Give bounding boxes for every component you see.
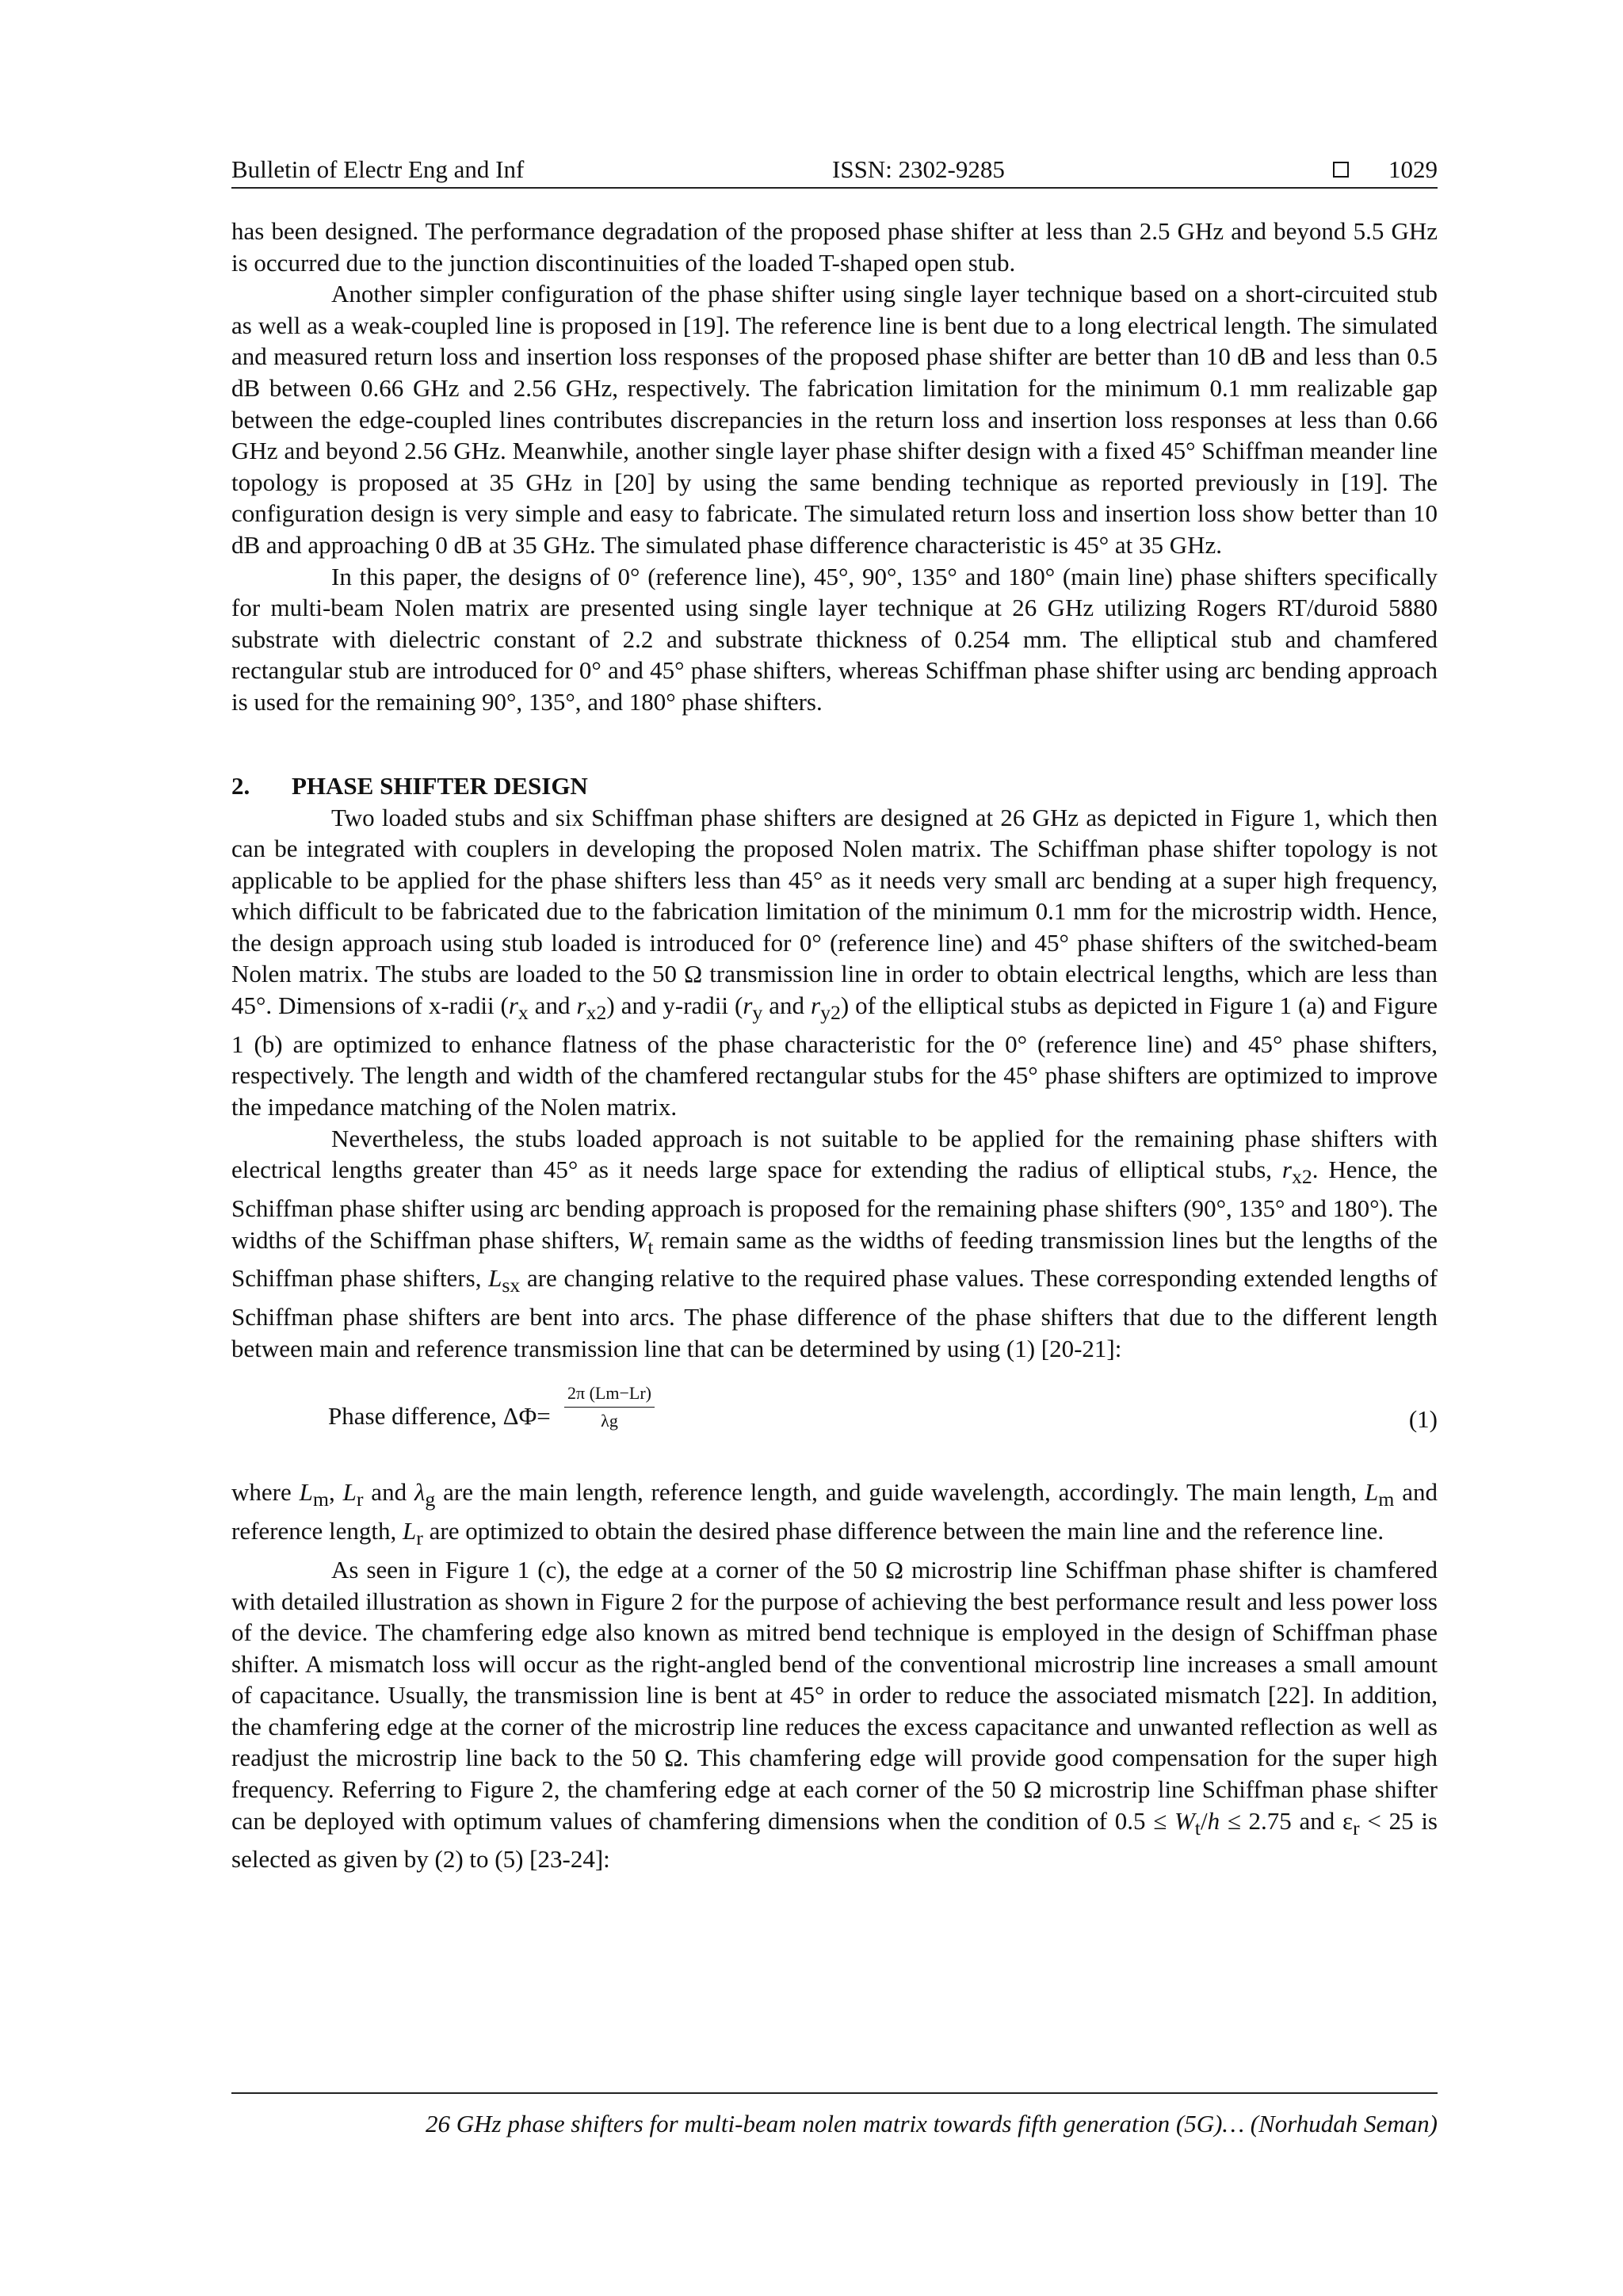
paragraph-design-4: As seen in Figure 1 (c), the edge at a corner of the 50 Ω microstrip line Schiffman phase shifter is chamfered with detailed illustration as shown in Figure 2 for the purpose of achieving the best performance result and less power loss of the device. The chamfering edge also known as mitred bend technique is employed in the design of Schiffman phase shifter. A mismatch loss will occur as the right-angled bend of the conventional microstrip line increases a small amount of capacitance. Usually, the transmission line is bent at 45° in order to reduce the associated mismatch [22]. In addition, the chamfering edge at the corner of the microstrip line reduces the excess capacitance and unwanted reflection as well as readjust the microstrip line back to the 50 Ω. This chamfering edge will provide good compensation for the super high frequency. Referring to Figure 2, the chamfering edge at each corner of the 50 Ω microstrip line Schiffman phase shifter can be deployed with optimum values of chamfering dimensions when the condition of $0.5 \le W_t/h \le 2.75$ and $\varepsilon_r < 25$ is selected as given by (2) to (5) [23-24]: [231,1555,1438,1874]
issn: ISSN: 2302-9285 [832,155,1005,183]
section-number: 2. [231,771,250,800]
equation-label: Phase difference, ΔΦ= [328,1402,551,1431]
paper-page [231,152,1438,1875]
paragraph-design-1: Two loaded stubs and six Schiffman phase shifters are designed at 26 GHz as depicted in Figure 1, which then can be integrated with couplers in developing the proposed Nolen matrix. The Schiffman phase shifter topology is not applicable to be applied for the phase shifters less than 45° as it needs very small arc bending at a super high frequency, which difficult to be fabricated due to the fabrication limitation of the minimum 0.1 mm for the microstrip width. Hence, the design approach using stub loaded is introduced for 0° (reference line) and 45° phase shifters of the switched-beam Nolen matrix. The stubs are loaded to the 50 Ω transmission line in order to obtain electrical lengths, which are less than 45°. Dimensions of x-radii ($r_x$ and $r_{x2}$) and y-radii ($r_y$ and $r_{y2}$) of the elliptical stubs as depicted in Figure 1 (a) and Figure 1 (b) are optimized to enhance flatness of the phase characteristic for the 0° (reference line) and 45° phase shifters, respectively. The length and width of the chamfered rectangular stubs for the 45° phase shifters are optimized to improve the impedance matching of the Nolen matrix. [231,803,1438,1121]
equation-fraction [564,1381,655,1433]
equation-1 [231,1378,1438,1465]
paragraph-design-3: where $L_m$, $L_r$ and $\lambda_g$ are the main length, reference length, and guide wavelength, accordingly. The main length, $L_m$ and reference length, $L_r$ are optimized to obtain the desired phase difference between the main line and the reference line. [231,1478,1438,1550]
page-number-group [1333,152,1438,187]
checkbox-square-icon [1333,162,1349,178]
paragraph-intro-2: Another simpler configuration of the phase shifter using single layer technique based on a short-circuited stub as well as a weak-coupled line is proposed in [19]. The reference line is bent due to a long electrical length. The simulated and measured return loss and insertion loss responses of the proposed phase shifter are better than 10 dB and less than 0.5 dB between 0.66 GHz and 2.56 GHz, respectively. The fabrication limitation for the minimum 0.1 mm realizable gap between the edge-coupled lines contributes discrepancies in the return loss and insertion loss responses at less than 0.66 GHz and beyond 2.56 GHz. Meanwhile, another single layer phase shifter design with a fixed 45° Schiffman meander line topology is proposed at 35 GHz in [20] by using the same bending technique as reported previously in [19]. The configuration design is very simple and easy to fabricate. The simulated return loss and insertion loss show better than 10 dB and approaching 0 dB at 35 GHz. The simulated phase difference characteristic is 45° at 35 GHz. [231,280,1438,559]
equation-numerator: 2π (Lm−Lr) [564,1381,655,1408]
body-text [231,216,1438,1875]
section-heading [231,770,1438,802]
section-title: PHASE SHIFTER DESIGN [292,771,588,800]
running-header [231,152,1438,189]
equation-denominator: λg [601,1411,618,1431]
equation-number: (1) [1408,1405,1438,1434]
paragraph-intro-1: has been designed. The performance degradation of the proposed phase shifter at less than 2.5 GHz and beyond 5.5 GHz is occurred due to the junction discontinuities of the loaded T-shaped open stub. [231,217,1438,277]
paragraph-intro-3: In this paper, the designs of 0° (reference line), 45°, 90°, 135° and 180° (main line) phase shifters specifically for multi-beam Nolen matrix are presented using single layer technique at 26 GHz utilizing Rogers RT/duroid 5880 substrate with dielectric constant of 2.2 and substrate thickness of 0.254 mm. The elliptical stub and chamfered rectangular stub are introduced for 0° and 45° phase shifters, whereas Schiffman phase shifter using arc bending approach is used for the remaining 90°, 135°, and 180° phase shifters. [231,562,1438,716]
page-number: 1029 [1388,155,1438,183]
paragraph-design-2: Nevertheless, the stubs loaded approach is not suitable to be applied for the remaining phase shifters with electrical lengths greater than 45° as it needs large space for extending the radius of elliptical stubs, $r_{x2}$. Hence, the Schiffman phase shifter using arc bending approach is proposed for the remaining phase shifters (90°, 135° and 180°). The widths of the Schiffman phase shifters, $W_t$ remain same as the widths of feeding transmission lines but the lengths of the Schiffman phase shifters, $L_{sx}$ are changing relative to the required phase values. These corresponding extended lengths of Schiffman phase shifters are bent into arcs. The phase difference of the phase shifters that due to the different length between main and reference transmission line that can be determined by using (1) [20-21]: [231,1124,1438,1362]
running-footer: 26 GHz phase shifters for multi-beam nolen matrix towards fifth generation (5G)… (Norhudah Seman) [231,2092,1438,2140]
journal-name: Bulletin of Electr Eng and Inf [231,155,525,183]
